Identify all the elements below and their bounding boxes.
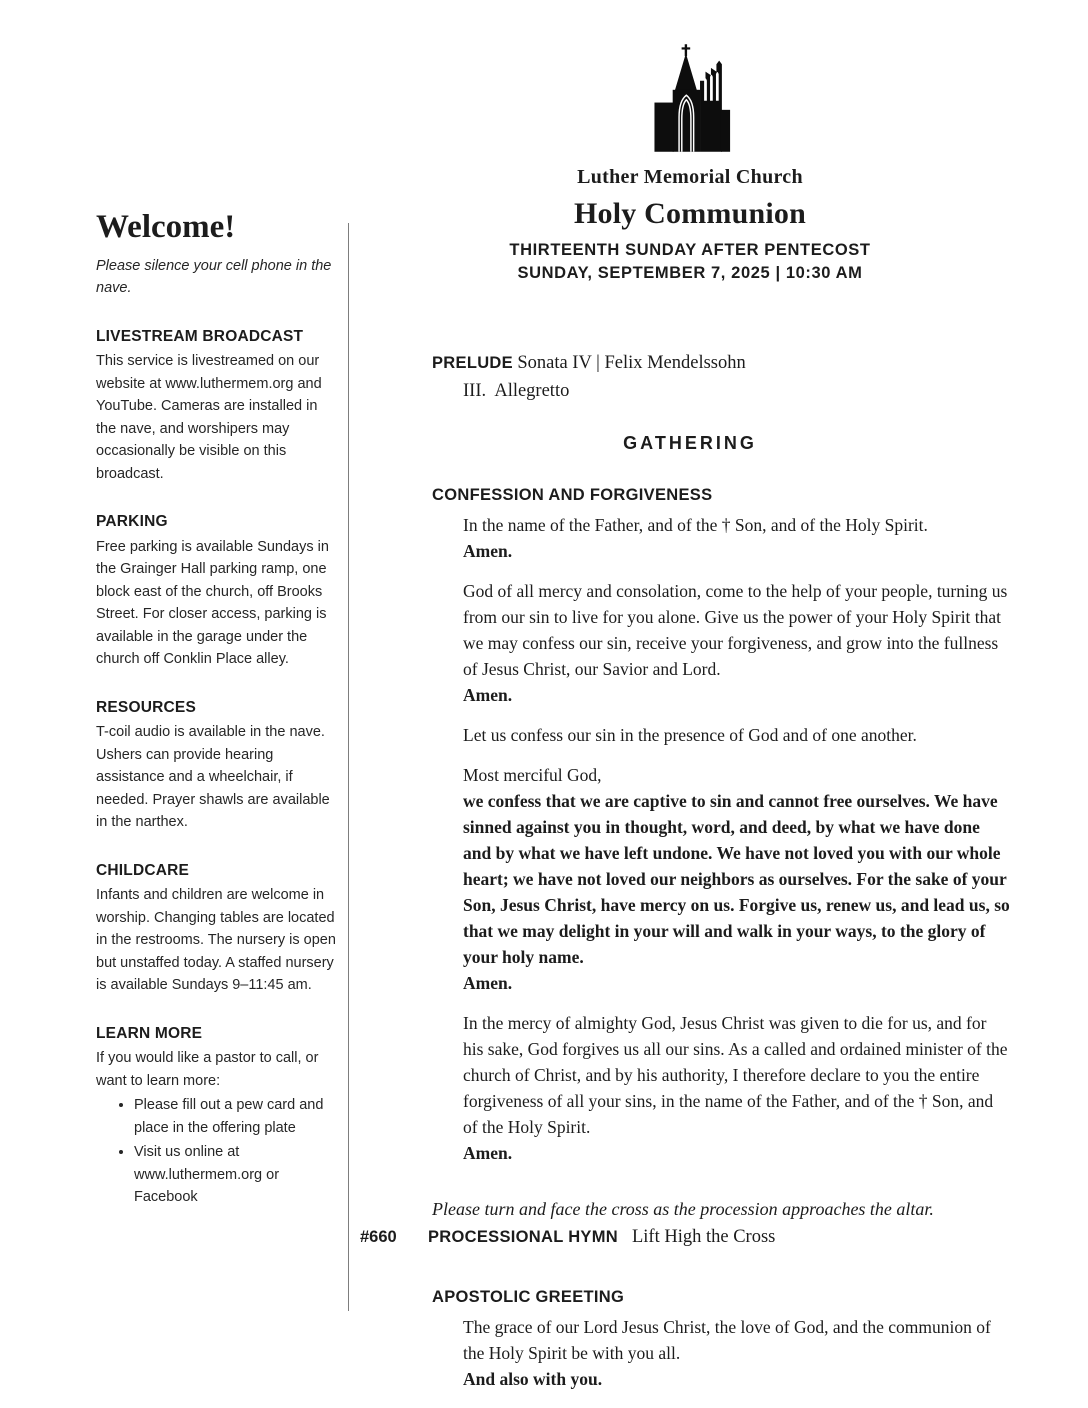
sidebar-section-heading: LEARN MORE [96,1024,203,1042]
order-of-service [360,349,1016,1392]
processional-hymn-label: PROCESSIONAL HYMN [428,1228,618,1246]
sidebar-section-heading: CHILDCARE [96,861,190,879]
procession-rubric: Please turn and face the cross as the procession approaches the altar. [432,1199,934,1219]
confession-text [364,512,1011,1166]
liturgy-paragraph [463,762,1011,996]
sidebar-section-parking [96,511,336,671]
response-amen: Amen. [463,685,513,705]
learn-more-list [96,1094,336,1209]
sidebar-section-body: This service is livestreamed on our website at www.luthermem.org and YouTube. Cameras are installed in the nave, and worshipers may occasionally be visible on this broadcast. [96,353,322,482]
bulletin-header [364,40,1016,285]
welcome-sidebar [96,209,336,1235]
service-subtitle-line1: THIRTEENTH SUNDAY AFTER PENTECOST [509,241,871,259]
liturgy-paragraph [463,512,1011,564]
list-item: • Please fill out a pew card and place in the offering plate [134,1094,336,1139]
response-and-also-with-you: And also with you. [463,1369,603,1389]
sidebar-section-body: T-coil audio is available in the nave. Ushers can provide hearing assistance and a wheelchair, if needed. Prayer shawls are available in the narthex. [96,724,330,830]
processional-hymn-row [360,1224,1016,1250]
column-divider [348,223,349,1311]
confession-heading: CONFESSION AND FORGIVENESS [432,486,713,504]
liturgy-line: In the name of the Father, and of the † Son, and of the Holy Spirit. [463,515,928,535]
church-name: Luther Memorial Church [577,166,803,188]
sidebar-section-body: Free parking is available Sundays in the Grainger Hall parking ramp, one block east of the church, off Brooks Street. For closer access, parking is available in the garage under the church off Conklin Place alley. [96,538,329,667]
service-subtitle-line2: SUNDAY, SEPTEMBER 7, 2025 | 10:30 AM [517,264,863,282]
response-amen: Amen. [463,1143,513,1163]
silence-phone-note: Please silence your cell phone in the nave. [96,257,332,296]
sidebar-section-resources [96,697,336,834]
service-title: Holy Communion [573,197,806,230]
list-item: • Visit us online at www.luthermem.org or Facebook [134,1141,336,1209]
church-logo-icon [364,40,1016,156]
sidebar-section-body: If you would like a pastor to call, or want to learn more: [96,1050,319,1089]
sidebar-section-heading: LIVESTREAM BROADCAST [96,327,304,345]
sidebar-section-childcare [96,860,336,997]
liturgy-paragraph: Let us confess our sin in the presence of God and of one another. [463,725,917,745]
sidebar-title: Welcome! [96,209,236,245]
prelude-movement: III. Allegretto [463,381,570,401]
prelude-row [364,349,1016,376]
apostolic-greeting-heading: APOSTOLIC GREETING [432,1288,625,1306]
hymn-number: #660 [360,1228,397,1246]
sidebar-section-heading: PARKING [96,513,168,530]
response-amen: Amen. [463,541,513,561]
sidebar-section-heading: RESOURCES [96,698,196,716]
sidebar-section-livestream [96,326,336,486]
gathering-heading: GATHERING [623,433,757,453]
liturgy-line: God of all mercy and consolation, come to the help of your people, turning us from our sin to live for you alone. Give us the power of your Holy Spirit that we may confess our sin, receive your forgiveness, and grow into the fullness of Jesus Christ, our Savior and Lord. [463,581,1008,679]
liturgy-paragraph [463,1010,1011,1166]
liturgy-line: Most merciful God, [463,765,602,785]
sidebar-section-learn-more [96,1023,336,1209]
sidebar-section-body: Infants and children are welcome in worship. Changing tables are located in the restrooms. The nursery is open but unstaffed today. A staffed nursery is available Sundays 9–11:45 am. [96,887,336,993]
liturgy-line: The grace of our Lord Jesus Christ, the love of God, and the communion of the Holy Spirit be with you all. [463,1317,991,1363]
apostolic-greeting [364,1284,1016,1392]
response-amen: Amen. [463,973,513,993]
confession-bold-text: we confess that we are captive to sin and cannot free ourselves. We have sinned against you in thought, word, and deed, by what we have done and by what we have left undone. We have not loved you with our whole heart; we have not loved our neighbors as ourselves. For the sake of your Son, Jesus Christ, have mercy on us. Forgive us, renew us, and lead us, so that we may delight in your will and walk in your ways, to the glory of your holy name. [463,791,1010,967]
liturgy-paragraph [463,578,1011,708]
liturgy-line: In the mercy of almighty God, Jesus Christ was given to die for us, and for his sake, God forgives us all our sins. As a called and ordained minister of the church of Christ, and by his authority, I therefore declare to you the entire forgiveness of all your sins, in the name of the Father, and of the † Son, and of the Holy Spirit. [463,1013,1008,1137]
processional-hymn-title: Lift High the Cross [631,1227,776,1247]
prelude-piece: Sonata IV | Felix Mendelssohn [517,353,746,373]
prelude-label: PRELUDE [432,354,513,372]
liturgy-paragraph [463,1314,1011,1392]
